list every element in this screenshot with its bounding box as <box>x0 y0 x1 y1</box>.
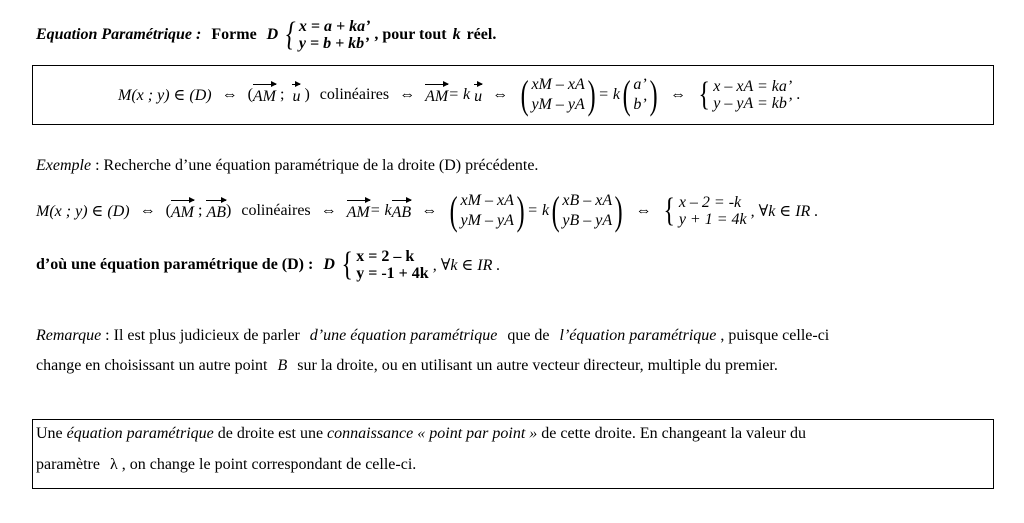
system-eq-x: x = 2 – k <box>356 248 415 265</box>
definition-text: Une <box>36 425 63 442</box>
column-vector-am: ( xM – xA yM – yA ) <box>520 72 596 117</box>
example-label: Exemple <box>36 157 92 174</box>
header-suffix-b: réel. <box>466 26 497 43</box>
equals-k: = k <box>598 86 620 103</box>
m-in-d: M(x ; y) ∈ (D) <box>36 203 130 220</box>
equals-k: = k <box>369 202 392 219</box>
example-chain: M(x ; y) ∈ (D) ⇔ ( AM ; AB ) colinéaires ⇔ AM = k AB ⇔ ( xM – xA yM – yA ) = k ( xB – xA yB – yA ) ⇔ { x – 2 = -k y + 1 = 4k , ∀k ∈ IR . <box>36 188 819 233</box>
system-top: x – xA = ka’ <box>713 78 793 95</box>
system-bottom: y – yA = kb’ <box>713 95 793 112</box>
vector-u: u <box>292 84 300 106</box>
equiv-symbol: ⇔ <box>139 202 156 219</box>
vector-am: AM <box>347 200 370 222</box>
definition-line-2 <box>36 456 416 474</box>
header-suffix-k: k <box>452 26 461 43</box>
colinear-word: colinéaires <box>241 202 311 219</box>
definition-text: , on change le point correspondant de celle-ci. <box>121 456 417 473</box>
colinear-word: colinéaires <box>319 86 390 103</box>
definition-emphasis: connaissance « point par point » <box>327 425 538 442</box>
cv-top: xB – xA <box>562 192 613 209</box>
equiv-symbol: ⇔ <box>492 86 509 103</box>
column-vector-u: ( a’ b’ ) <box>622 72 658 117</box>
remark-text: sur la droite, ou en utilisant un autre vecteur directeur, multiple du premier. <box>297 357 778 374</box>
line-name: D <box>266 26 279 43</box>
cv-bottom: yM – yA <box>460 212 514 229</box>
result-system: { x – xA = ka’ y – yA = kb’ <box>698 76 793 113</box>
remark-label: Remarque <box>36 327 102 344</box>
system-top: x – 2 = -k <box>678 194 742 211</box>
remark-line-1 <box>36 327 829 345</box>
example-intro <box>36 157 538 175</box>
system-eq-y: y = b + kb’ <box>298 35 370 52</box>
definition-text: paramètre <box>36 456 100 473</box>
vector-am: AM <box>425 84 448 106</box>
form-label: Forme <box>211 26 257 43</box>
remark-text: : Il est plus judicieux de parler <box>105 327 300 344</box>
cv-bottom: yM – yA <box>531 96 585 113</box>
cv-bottom: yB – yA <box>562 212 613 229</box>
column-vector-ab: ( xB – xA yB – yA ) <box>551 188 623 233</box>
parametric-system: { x = a + ka’ y = b + kb’ <box>286 16 371 53</box>
example-system: { x – 2 = -k y + 1 = 4k <box>663 192 747 229</box>
conclusion-system: { x = 2 – k y = -1 + 4k <box>341 246 429 283</box>
cv-top: xM – xA <box>460 192 514 209</box>
system-eq-x: x = a + ka’ <box>298 18 371 35</box>
vector-ab: AB <box>392 200 412 222</box>
forall-k: , ∀k ∈ IR . <box>432 257 501 274</box>
equivalence-chain: M(x ; y) ∈ (D) ⇔ ( AM ; u ) colinéaires ⇔ AM = k u ⇔ ( xM – xA yM – yA ) = k ( a’ b’ ) ⇔ { x – xA = ka’ y – yA = kb’ . <box>118 72 801 117</box>
conclusion-text: d’où une équation paramétrique de (D) : <box>36 256 314 273</box>
equiv-symbol: ⇔ <box>399 86 416 103</box>
point-b: B <box>277 357 288 374</box>
header-suffix-a: , pour tout <box>374 26 447 43</box>
equiv-symbol: ⇔ <box>635 202 652 219</box>
equals-k: = k <box>527 202 550 219</box>
section-title: Equation Paramétrique : <box>36 26 202 43</box>
cv-top: a’ <box>633 76 647 93</box>
remark-emphasis: d’une équation paramétrique <box>309 327 498 344</box>
definition-line-1 <box>36 425 806 443</box>
lambda-symbol: λ <box>109 456 118 473</box>
forall-k: , ∀k ∈ IR . <box>750 203 819 220</box>
example-text: : Recherche d’une équation paramétrique de la droite (D) précédente. <box>95 157 539 174</box>
column-vector-am: ( xM – xA yM – yA ) <box>449 188 525 233</box>
vector-u: u <box>474 84 482 106</box>
remark-line-2 <box>36 357 778 375</box>
equals-k: = k <box>448 86 471 103</box>
line-name: D <box>323 256 335 273</box>
remark-text: que de <box>507 327 550 344</box>
vector-ab: AB <box>206 200 226 222</box>
cv-bottom: b’ <box>633 96 647 113</box>
parametric-form-header <box>36 18 496 52</box>
remark-emphasis: l’équation paramétrique <box>559 327 717 344</box>
end-dot: . <box>796 86 801 103</box>
remark-text: , puisque celle-ci <box>720 327 830 344</box>
definition-text: de droite est une <box>217 425 324 442</box>
definition-emphasis: équation paramétrique <box>66 425 214 442</box>
equiv-symbol: ⇔ <box>669 86 686 103</box>
vector-am: AM <box>171 200 194 222</box>
cv-top: xM – xA <box>531 76 585 93</box>
definition-text: de cette droite. En changeant la valeur du <box>541 425 807 442</box>
equiv-symbol: ⇔ <box>320 202 337 219</box>
remark-text: change en choisissant un autre point <box>36 357 268 374</box>
system-bottom: y + 1 = 4k <box>678 211 747 228</box>
equiv-symbol: ⇔ <box>421 202 438 219</box>
system-eq-y: y = -1 + 4k <box>356 265 429 282</box>
conclusion-line <box>36 248 500 282</box>
equiv-symbol: ⇔ <box>221 86 238 103</box>
vector-am: AM <box>253 84 276 106</box>
m-in-d: M(x ; y) ∈ (D) <box>118 87 212 104</box>
